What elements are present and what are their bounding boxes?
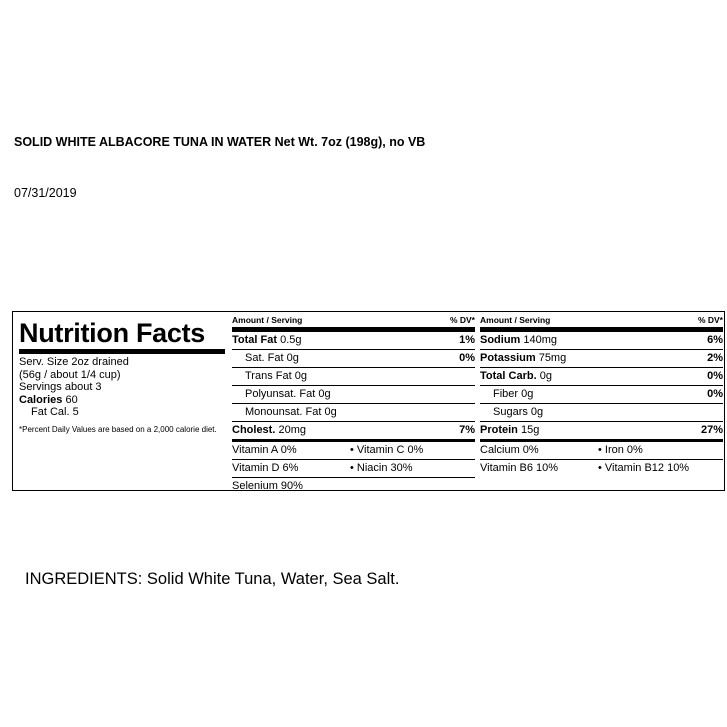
vitamin-row-2: [232, 460, 475, 478]
iron: • Iron 0%: [598, 444, 643, 456]
protein-label: Protein: [480, 424, 518, 436]
fat-calories: Fat Cal. 5: [31, 406, 79, 418]
calories-label: Calories: [19, 393, 63, 406]
mineral-row-2: [480, 460, 723, 477]
nutrition-summary: [19, 318, 225, 434]
vitamin-d: Vitamin D 6%: [232, 462, 299, 474]
total-carb-label: Total Carb.: [480, 370, 537, 382]
polyunsat-fat-label: Polyunsat. Fat 0g: [245, 388, 331, 400]
cholesterol-row: [232, 422, 475, 442]
total-fat-row: [232, 332, 475, 350]
sat-fat-label: Sat. Fat 0g: [245, 352, 299, 364]
ingredients-statement: INGREDIENTS: Solid White Tuna, Water, Sea Salt.: [25, 570, 400, 588]
monounsat-fat-row: [232, 404, 475, 422]
sodium-row: [480, 332, 723, 350]
calcium: Calcium 0%: [480, 444, 539, 456]
product-title: SOLID WHITE ALBACORE TUNA IN WATER Net Wt. 7oz (198g), no VB: [14, 135, 426, 149]
trans-fat-label: Trans Fat 0g: [245, 370, 307, 382]
trans-fat-row: [232, 368, 475, 386]
nutrition-facts-panel: [12, 311, 725, 491]
vitamin-a: Vitamin A 0%: [232, 444, 297, 456]
protein-dv: 27%: [700, 424, 723, 436]
vitamin-row-3: [232, 478, 475, 495]
total-carb-dv: 0%: [707, 370, 723, 382]
total-fat-dv: 1%: [459, 334, 475, 346]
vitamin-b12: • Vitamin B12 10%: [598, 462, 690, 474]
nutrient-column-2: [480, 315, 723, 477]
column-header: [232, 315, 475, 332]
dv-header: % DV*: [449, 315, 475, 325]
label-date: 07/31/2019: [14, 186, 77, 200]
sodium-label: Sodium: [480, 334, 521, 346]
vitamin-b6: Vitamin B6 10%: [480, 462, 559, 474]
selenium: Selenium 90%: [232, 480, 303, 492]
niacin: • Niacin 30%: [350, 462, 413, 474]
total-fat-label: Total Fat: [232, 334, 278, 346]
amount-per-serving-header: Amount / Serving: [232, 315, 303, 325]
potassium-value: 75mg: [535, 352, 567, 364]
total-fat-value: 0.5g: [277, 334, 302, 346]
sodium-value: 140mg: [520, 334, 558, 346]
cholesterol-label: Cholest.: [232, 424, 276, 436]
nutrient-column-1: [232, 315, 475, 495]
column-header: [480, 315, 723, 332]
fiber-label: Fiber 0g: [493, 388, 534, 400]
polyunsat-fat-row: [232, 386, 475, 404]
protein-row: [480, 422, 723, 442]
daily-value-footnote: *Percent Daily Values are based on a 2,000 calorie diet.: [19, 424, 217, 434]
fiber-dv: 0%: [707, 388, 723, 400]
serving-size-line-2: (56g / about 1/4 cup): [19, 368, 121, 381]
dv-header: % DV*: [697, 315, 723, 325]
protein-value: 15g: [517, 424, 540, 436]
calories-line: [19, 394, 225, 407]
sat-fat-row: [232, 350, 475, 368]
serving-size-line-1: Serv. Size 2oz drained: [19, 356, 129, 368]
cholesterol-value: 20mg: [275, 424, 306, 436]
potassium-dv: 2%: [707, 352, 723, 364]
sodium-dv: 6%: [707, 334, 723, 346]
nutrition-facts-heading: Nutrition Facts: [19, 318, 225, 354]
sugars-row: [480, 404, 723, 422]
mineral-row-1: [480, 442, 723, 460]
sugars-label: Sugars 0g: [493, 406, 544, 418]
vitamin-c: • Vitamin C 0%: [350, 444, 424, 456]
total-carb-row: [480, 368, 723, 386]
total-carb-value: 0g: [536, 370, 552, 382]
amount-per-serving-header: Amount / Serving: [480, 315, 551, 325]
vitamin-row-1: [232, 442, 475, 460]
sat-fat-dv: 0%: [459, 352, 475, 364]
potassium-row: [480, 350, 723, 368]
cholesterol-dv: 7%: [459, 424, 475, 436]
monounsat-fat-label: Monounsat. Fat 0g: [245, 406, 337, 418]
potassium-label: Potassium: [480, 352, 536, 364]
calories-value: 60: [62, 393, 78, 406]
servings-per-container: Servings about 3: [19, 381, 102, 393]
fiber-row: [480, 386, 723, 404]
